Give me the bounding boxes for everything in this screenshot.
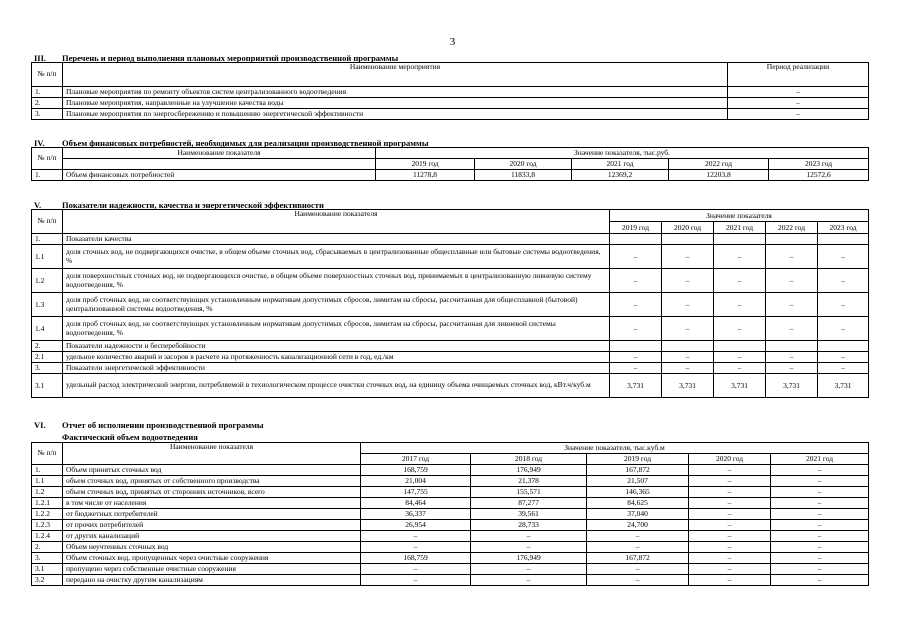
row-value: 12203,8 (669, 170, 769, 181)
section-4-title: Объем финансовых потребностей, необходимых для реализации производственной программы (62, 138, 429, 148)
row-value: – (689, 498, 771, 509)
row-value (714, 234, 766, 245)
table-row (32, 87, 869, 98)
s6-year: 2021 год (771, 454, 869, 465)
row-value: 26,954 (361, 520, 471, 531)
row-value: – (587, 542, 689, 553)
row-value: 155,571 (471, 487, 587, 498)
table-row (32, 531, 869, 542)
row-name: Показатели надежности и бесперебойности (63, 341, 610, 352)
row-value: – (689, 465, 771, 476)
row-number: 1.2 (32, 269, 63, 293)
row-value (662, 341, 714, 352)
row-value: 168,759 (361, 465, 471, 476)
table-row (32, 476, 869, 487)
row-value: 3,731 (766, 374, 818, 398)
row-value (818, 234, 869, 245)
row-value: – (689, 564, 771, 575)
row-name: Объем сточных вод, пропущенных через очистные сооружения (63, 553, 361, 564)
row-value: – (361, 542, 471, 553)
row-value: – (610, 245, 662, 269)
table-row (32, 487, 869, 498)
section-6-table (31, 442, 869, 586)
row-number: 1. (32, 87, 63, 98)
row-value: – (771, 498, 869, 509)
row-value (662, 234, 714, 245)
row-value: – (689, 487, 771, 498)
row-number: 3. (32, 363, 63, 374)
s6-year: 2019 год (587, 454, 689, 465)
row-number: 2.1 (32, 352, 63, 363)
row-name: Плановые мероприятия, направленные на улучшение качества воды (63, 98, 728, 109)
row-value: – (771, 531, 869, 542)
row-value: 11278,8 (376, 170, 475, 181)
row-value: 84,464 (361, 498, 471, 509)
row-number: 1.2.4 (32, 531, 63, 542)
row-name: объем сточных вод, принятых от сторонних источников, всего (63, 487, 361, 498)
row-value: – (818, 352, 869, 363)
s5-header-value: Значение показателя (610, 210, 869, 222)
row-value: 28,733 (471, 520, 587, 531)
row-value: – (714, 293, 766, 317)
row-name: удельный расход электрической энергии, потребляемой в технологическом процессе очистки сточных вод, на единицу объема очищаемых сточных вод, кВт.ч/куб.м (63, 374, 610, 398)
row-value: – (587, 531, 689, 542)
row-value: – (766, 363, 818, 374)
row-number: 2. (32, 341, 63, 352)
s5-header-num: № п/п (32, 210, 63, 234)
row-name: доля сточных вод, не подвергающихся очистке, в общем объеме сточных вод, сбрасываемых в централизованные общесплавные или бытовые системы водоотведения, % (63, 245, 610, 269)
row-value: – (818, 245, 869, 269)
row-name: Плановые мероприятия по ремонту объектов систем централизованного водоотведения (63, 87, 728, 98)
row-value: 36,337 (361, 509, 471, 520)
row-value: – (587, 564, 689, 575)
section-3-number: III. (34, 53, 47, 63)
row-value: 3,731 (818, 374, 869, 398)
table-row (32, 363, 869, 374)
row-value: – (662, 363, 714, 374)
row-value: – (610, 293, 662, 317)
section-3-title: Перечень и период выполнения плановых мероприятий производственной программы (62, 53, 399, 63)
row-name: Показатели энергетической эффективности (63, 363, 610, 374)
row-value (766, 234, 818, 245)
row-name: передано на очистку другим канализациям (63, 575, 361, 586)
row-value: – (610, 269, 662, 293)
row-value: – (818, 293, 869, 317)
s3-header-name: Наименование мероприятия (63, 63, 728, 87)
row-value: 87,277 (471, 498, 587, 509)
s5-year: 2020 год (662, 222, 714, 234)
row-name: доля проб сточных вод, не соответствующих установленным нормативам допустимых сбросов, лимитам на сбросы, рассчитанная для ливневой системы водоотведения, % (63, 317, 610, 341)
section-6-title: Отчет об исполнении производственной программы (62, 420, 264, 430)
row-value: 146,365 (587, 487, 689, 498)
row-number: 1.2.3 (32, 520, 63, 531)
table-row (32, 542, 869, 553)
row-value: 11833,8 (475, 170, 572, 181)
row-name: Объем финансовых потребностей (63, 170, 376, 181)
row-value: – (771, 487, 869, 498)
row-value: – (587, 575, 689, 586)
row-number: 1.2 (32, 487, 63, 498)
row-value: 168,759 (361, 553, 471, 564)
row-value: – (471, 575, 587, 586)
row-value: 24,700 (587, 520, 689, 531)
row-value: – (662, 317, 714, 341)
row-period: – (728, 109, 869, 120)
s4-year: 2019 год (376, 159, 475, 170)
row-number: 3.2 (32, 575, 63, 586)
row-number: 1. (32, 234, 63, 245)
row-value: – (471, 542, 587, 553)
table-row (32, 109, 869, 120)
row-value (610, 234, 662, 245)
s4-year: 2021 год (572, 159, 669, 170)
row-name: в том числе от населения (63, 498, 361, 509)
row-value: 84,625 (587, 498, 689, 509)
row-value: – (610, 317, 662, 341)
row-value: 37,040 (587, 509, 689, 520)
section-6-subtitle: Фактический объем водоотведения (62, 432, 198, 442)
row-value: – (766, 245, 818, 269)
row-value: – (689, 542, 771, 553)
section-4-table (31, 147, 869, 181)
row-value: – (662, 245, 714, 269)
row-value: – (689, 575, 771, 586)
row-value: – (610, 363, 662, 374)
s4-header-value: Значение показателя, тыс.руб. (376, 148, 869, 159)
row-name: Объем неучтенных сточных вод (63, 542, 361, 553)
row-name: доля проб сточных вод, не соответствующих установленным нормативам допустимых сбросов, лимитам на сбросы, рассчитанная для общесплавной (бытовой) централизованной системы водоотведения, % (63, 293, 610, 317)
row-value: – (689, 531, 771, 542)
row-value: – (662, 269, 714, 293)
table-row (32, 269, 869, 293)
row-name: Объем принятых сточных вод (63, 465, 361, 476)
section-5-table (31, 209, 869, 398)
row-value: – (766, 269, 818, 293)
table-row (32, 245, 869, 269)
s6-header-value: Значение показателя, тыс.куб.м (361, 443, 869, 454)
s4-year: 2023 год (769, 159, 869, 170)
row-value: – (714, 317, 766, 341)
row-value: 3,731 (662, 374, 714, 398)
row-value: 167,872 (587, 553, 689, 564)
row-value: – (771, 465, 869, 476)
row-value (766, 341, 818, 352)
row-value: 3,731 (714, 374, 766, 398)
row-value: – (471, 564, 587, 575)
row-value: – (766, 352, 818, 363)
row-value: 12572,6 (769, 170, 869, 181)
section-6-heading (34, 420, 264, 430)
row-number: 2. (32, 542, 63, 553)
row-value: – (771, 553, 869, 564)
row-name: доля поверхностных сточных вод, не подвергающихся очистке, в общем объеме поверхностных сточных вод, принимаемых в централизованную ливневую систему водоотведения, % (63, 269, 610, 293)
row-number: 3. (32, 109, 63, 120)
s5-year: 2023 год (818, 222, 869, 234)
row-value: – (771, 520, 869, 531)
row-number: 3.1 (32, 564, 63, 575)
s5-year: 2022 год (766, 222, 818, 234)
row-number: 3.1 (32, 374, 63, 398)
s6-year: 2018 год (471, 454, 587, 465)
row-value: 39,561 (471, 509, 587, 520)
row-value (610, 341, 662, 352)
s5-year: 2019 год (610, 222, 662, 234)
row-period: – (728, 87, 869, 98)
row-value: – (771, 575, 869, 586)
row-value: – (818, 269, 869, 293)
row-value: – (766, 293, 818, 317)
row-number: 1. (32, 465, 63, 476)
row-number: 3. (32, 553, 63, 564)
row-value (714, 341, 766, 352)
row-value: 167,872 (587, 465, 689, 476)
row-value: – (689, 476, 771, 487)
s6-year: 2020 год (689, 454, 771, 465)
row-number: 1.1 (32, 476, 63, 487)
row-value: – (361, 531, 471, 542)
section-5-title: Показатели надежности, качества и энергетической эффективности (62, 200, 324, 210)
row-number: 2. (32, 98, 63, 109)
table-row (32, 170, 869, 181)
s6-header-num: № п/п (32, 443, 63, 465)
s3-header-period: Период реализации (728, 63, 869, 87)
s4-year: 2020 год (475, 159, 572, 170)
row-name: от других канализаций (63, 531, 361, 542)
row-name: объем сточных вод, принятых от собственного производства (63, 476, 361, 487)
s5-year: 2021 год (714, 222, 766, 234)
table-row (32, 352, 869, 363)
row-number: 1.1 (32, 245, 63, 269)
row-value: – (714, 352, 766, 363)
table-row (32, 374, 869, 398)
row-value: – (610, 352, 662, 363)
row-number: 1.2.2 (32, 509, 63, 520)
section-3-table (31, 62, 869, 120)
row-number: 1.4 (32, 317, 63, 341)
s5-header-name: Наименование показателя (63, 210, 610, 234)
table-row (32, 575, 869, 586)
row-name: пропущено через собственные очистные сооружения (63, 564, 361, 575)
row-name: Показатели качества (63, 234, 610, 245)
row-value: – (471, 531, 587, 542)
page-number: 3 (449, 36, 456, 48)
section-6-number: VI. (34, 420, 46, 430)
row-value: – (714, 363, 766, 374)
table-row (32, 293, 869, 317)
section-5-number: V. (34, 200, 42, 210)
table-row (32, 341, 869, 352)
table-row (32, 317, 869, 341)
row-value: – (361, 575, 471, 586)
row-number: 1.2.1 (32, 498, 63, 509)
row-value: – (714, 269, 766, 293)
row-value: 176,949 (471, 465, 587, 476)
table-row (32, 509, 869, 520)
row-value: – (771, 542, 869, 553)
s4-header-num: № п/п (32, 148, 63, 170)
row-value: 12369,2 (572, 170, 669, 181)
s4-header-name: Наименование показателя (63, 148, 376, 159)
table-row (32, 564, 869, 575)
row-value: – (818, 317, 869, 341)
row-value: 21,507 (587, 476, 689, 487)
row-value: 176,949 (471, 553, 587, 564)
table-row (32, 520, 869, 531)
row-number: 1.3 (32, 293, 63, 317)
row-value: – (771, 476, 869, 487)
row-value: – (689, 509, 771, 520)
table-row (32, 98, 869, 109)
row-value: 147,755 (361, 487, 471, 498)
row-name: от прочих потребителей (63, 520, 361, 531)
row-name: Плановые мероприятия по энергосбережению и повышению энергетической эффективности (63, 109, 728, 120)
row-number: 1. (32, 170, 63, 181)
row-name: от бюджетных потребителей (63, 509, 361, 520)
row-name: удельное количество аварий и засоров в расчете на протяженность канализационной сети в год, ед./км (63, 352, 610, 363)
s6-header-name: Наименование показателя (63, 443, 361, 465)
row-value: – (662, 352, 714, 363)
row-value: 3,731 (610, 374, 662, 398)
row-value: – (771, 509, 869, 520)
table-row (32, 234, 869, 245)
row-value: – (689, 520, 771, 531)
row-value: 21,378 (471, 476, 587, 487)
table-row (32, 465, 869, 476)
row-value: – (714, 245, 766, 269)
row-value: – (662, 293, 714, 317)
row-value: – (771, 564, 869, 575)
row-value: – (689, 553, 771, 564)
s6-year: 2017 год (361, 454, 471, 465)
row-value: – (361, 564, 471, 575)
row-value: – (766, 317, 818, 341)
table-row (32, 498, 869, 509)
row-value (818, 341, 869, 352)
row-value: 21,004 (361, 476, 471, 487)
s4-year: 2022 год (669, 159, 769, 170)
table-row (32, 553, 869, 564)
row-value: – (818, 363, 869, 374)
s3-header-num: № п/п (32, 63, 63, 87)
row-period: – (728, 98, 869, 109)
section-4-number: IV. (34, 138, 45, 148)
